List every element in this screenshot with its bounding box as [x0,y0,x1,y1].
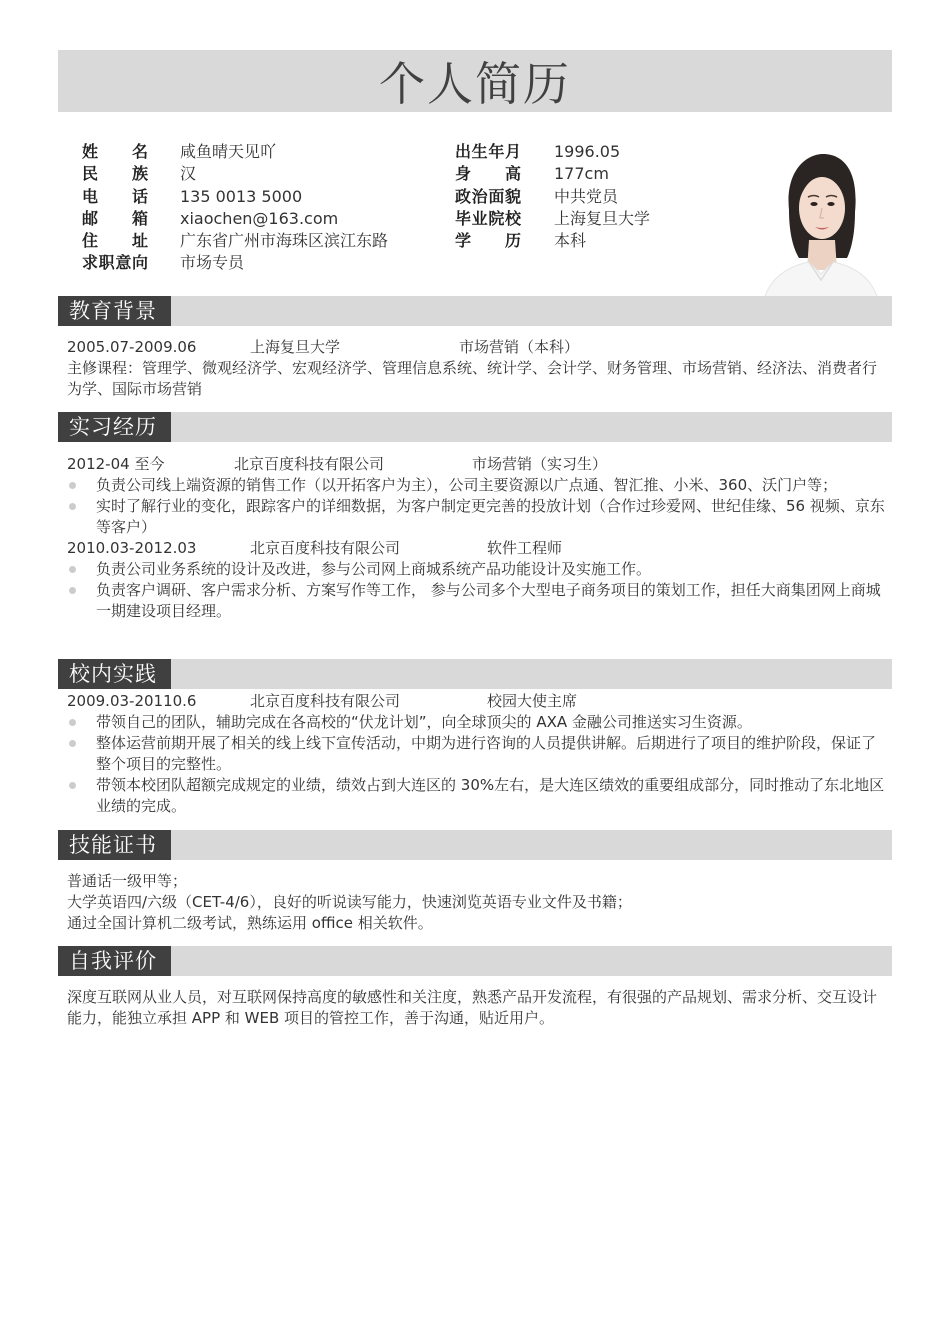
info-label: 身高 [455,164,521,184]
info-row [82,208,388,230]
education-block [67,337,885,400]
info-value: 汉 [180,164,197,184]
title-bar [58,50,892,112]
skill-line: 大学英语四/六级（CET-4/6），良好的听说读写能力，快速浏览英语专业文件及书籍； [67,893,632,911]
skill-line: 普通话一级甲等； [67,872,188,890]
info-label: 政治面貌 [455,186,521,206]
skill-line: 通过全国计算机二级考试，熟练运用 office 相关软件。 [67,914,433,932]
self-eval-block [67,987,885,1029]
list-item: 负责公司业务系统的设计及改进，参与公司网上商城系统产品功能设计及实施工作。 [67,559,885,580]
info-value: 咸鱼晴天见吖 [180,142,277,161]
info-value: 135 0013 5000 [180,186,303,206]
self-eval-text: 深度互联网从业人员，对互联网保持高度的敏感性和关注度，熟悉产品开发流程，有很强的产品规划、需求分析、交互设计能力，能独立承担 APP 和 WEB 项目的管控工作，善于沟通，贴近用户。 [67,988,878,1027]
job-entry [67,454,885,475]
list-item: 负责公司线上端资源的销售工作（以开拓客户为主），公司主要资源以广点通、智汇推、小米、360、沃门户等； [67,475,885,496]
job-entry [67,538,885,559]
info-label: 姓名 [82,142,148,161]
entry-period: 2012-04 至今 [67,455,165,473]
info-label: 邮箱 [82,208,148,228]
info-row [82,186,388,208]
info-label: 求职意向 [82,253,148,273]
entry-school: 上海复旦大学 [250,338,341,356]
section-title: 教育背景 [58,296,171,326]
entry-company: 北京百度科技有限公司 [234,455,385,473]
list-item: 整体运营前期开展了相关的线上线下宣传活动，中期为进行咨询的人员提供讲解。后期进行了项目的维护阶段，保证了整个项目的完整性。 [67,733,885,775]
page-title: 个人简历 [379,57,571,111]
courses-text: 主修课程：管理学、微观经济学、宏观经济学、管理信息系统、统计学、会计学、财务管理、市场营销、经济法、消费者行为学、国际市场营销 [67,359,878,398]
campus-section-bar [58,659,892,689]
info-value: 1996.05 [554,142,621,161]
list-item: 实时了解行业的变化，跟踪客户的详细数据，为客户制定更完善的投放计划（合作过珍爱网、世纪佳缘、56 视频、京东等客户） [67,496,885,538]
education-section-bar [58,296,892,326]
info-label: 电话 [82,186,148,206]
info-value: 177cm [554,164,609,184]
info-label: 民族 [82,164,148,184]
skills-section-bar [58,830,892,860]
info-row [455,163,650,185]
info-row [82,252,388,274]
info-row [82,141,388,163]
section-title: 实习经历 [58,412,171,442]
internship-section-bar [58,412,892,442]
entry-period: 2005.07-2009.06 [67,338,197,356]
list-item: 带领本校团队超额完成规定的业绩，绩效占到大连区的 30%左右，是大连区绩效的重要组成部分，同时推动了东北地区业绩的完成。 [67,775,885,817]
self-eval-section-bar [58,946,892,976]
info-row [82,163,388,185]
info-label: 住址 [82,231,148,251]
entry-major: 市场营销（本科） [459,338,580,356]
entry-company: 北京百度科技有限公司 [250,539,401,557]
info-value: 本科 [554,231,587,251]
entry-period: 2009.03-20110.6 [67,692,197,710]
entry-role: 校园大使主席 [487,692,578,710]
portrait-icon [759,140,883,305]
skills-block [67,871,885,934]
info-value: xiaochen@163.com [180,208,339,228]
campus-block [67,691,885,817]
info-label: 毕业院校 [455,208,521,228]
entry-role: 市场营销（实习生） [472,455,608,473]
info-row [82,230,388,252]
section-title: 技能证书 [58,830,171,860]
info-row [455,208,650,230]
list-item: 负责客户调研、客户需求分析、方案写作等工作， 参与公司多个大型电子商务项目的策划工作，担任大商集团网上商城一期建设项目经理。 [67,580,885,622]
profile-photo [759,140,883,305]
personal-info-right [455,141,650,252]
section-title: 自我评价 [58,946,171,976]
info-label: 学历 [455,231,521,251]
info-value: 市场专员 [180,253,245,273]
info-row [455,230,650,252]
internship-block [67,454,885,622]
info-value: 广东省广州市海珠区滨江东路 [180,231,389,251]
personal-info-left [82,141,388,275]
entry-role: 软件工程师 [487,539,563,557]
info-value: 上海复旦大学 [554,208,651,228]
section-title: 校内实践 [58,659,171,689]
entry-period: 2010.03-2012.03 [67,539,197,557]
campus-entry [67,691,885,712]
info-row [455,141,650,163]
info-label: 出生年月 [455,142,521,161]
list-item: 带领自己的团队，辅助完成在各高校的“伏龙计划”，向全球顶尖的 AXA 金融公司推送实习生资源。 [67,712,885,733]
entry-company: 北京百度科技有限公司 [250,692,401,710]
education-entry [67,337,885,358]
info-row [455,186,650,208]
info-value: 中共党员 [554,186,619,206]
